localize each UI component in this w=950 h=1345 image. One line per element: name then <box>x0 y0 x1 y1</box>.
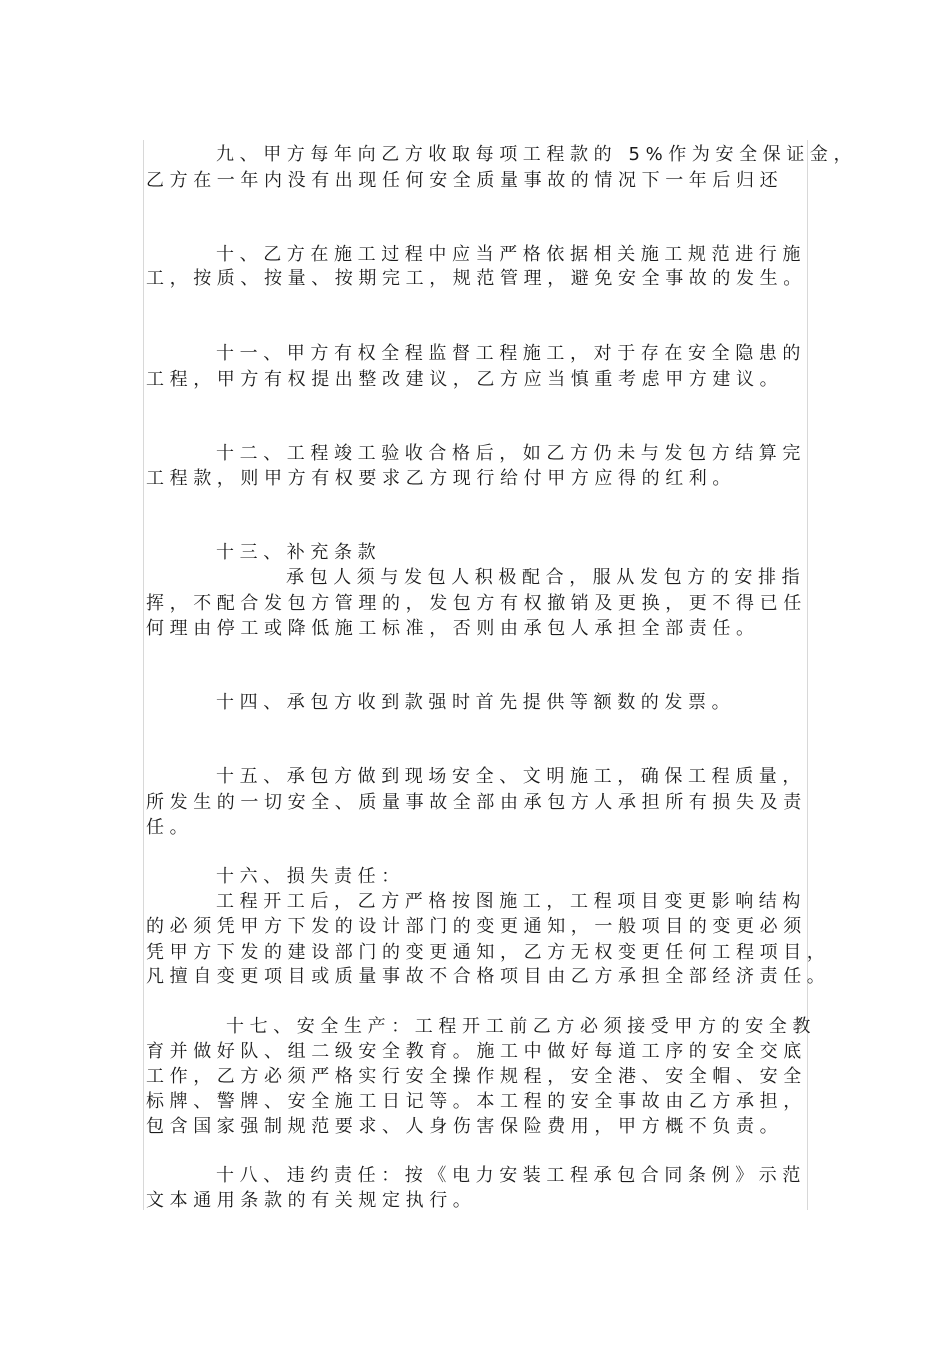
clause-line: 凡擅自变更项目或质量事故不合格项目由乙方承担全部经济责任。 <box>146 966 831 987</box>
clause-line: 文本通用条款的有关规定执行。 <box>146 1190 477 1211</box>
clause-line: 标牌、警牌、安全施工日记等。本工程的安全事故由乙方承担， <box>146 1091 807 1112</box>
clause-line: 十六、损失责任： <box>216 866 405 887</box>
clause-line: 十三、补充条款 <box>216 542 382 563</box>
clause-line: 工作，乙方必须严格实行安全操作规程，安全港、安全帽、安全 <box>146 1066 807 1087</box>
clause-line: 十八、违约责任：按《电力安装工程承包合同条例》示范 <box>216 1165 806 1186</box>
clause-line: 工程，甲方有权提出整改建议，乙方应当慎重考虑甲方建议。 <box>146 369 784 390</box>
clause-line: 凭甲方下发的建设部门的变更通知，乙方无权变更任何工程项目， <box>146 942 831 963</box>
clause-line: 所发生的一切安全、质量事故全部由承包方人承担所有损失及责 <box>146 792 807 813</box>
clause-line: 十一、甲方有权全程监督工程施工，对于存在安全隐患的 <box>216 343 806 364</box>
clause-line: 何理由停工或降低施工标准，否则由承包人承担全部责任。 <box>146 618 760 639</box>
clause-line: 工，按质、按量、按期完工，规范管理，避免安全事故的发生。 <box>146 268 807 289</box>
clause-line: 十五、承包方做到现场安全、文明施工，确保工程质量， <box>216 766 806 787</box>
clause-line: 十二、工程竣工验收合格后，如乙方仍未与发包方结算完 <box>216 443 806 464</box>
clause-line: 工程款，则甲方有权要求乙方现行给付甲方应得的红利。 <box>146 468 736 489</box>
clause-line: 包含国家强制规范要求、人身伤害保险费用，甲方概不负责。 <box>146 1116 784 1137</box>
clause-line: 九、甲方每年向乙方收取每项工程款的 5%作为安全保证金， <box>216 144 858 165</box>
clause-line: 乙方在一年内没有出现任何安全质量事故的情况下一年后归还 <box>146 170 784 191</box>
clause-line: 十四、承包方收到款强时首先提供等额数的发票。 <box>216 692 736 713</box>
clause-line: 工程开工后，乙方严格按图施工，工程项目变更影响结构 <box>216 891 806 912</box>
clause-line: 的必须凭甲方下发的设计部门的变更通知，一般项目的变更必须 <box>146 916 807 937</box>
clause-line: 十、乙方在施工过程中应当严格依据相关施工规范进行施 <box>216 244 806 265</box>
clause-line: 承包人须与发包人积极配合，服从发包方的安排指 <box>286 567 806 588</box>
clause-line: 育并做好队、组二级安全教育。施工中做好每道工序的安全交底 <box>146 1041 807 1062</box>
clause-line: 任。 <box>146 817 194 838</box>
clause-line: 挥，不配合发包方管理的，发包方有权撤销及更换，更不得已任 <box>146 593 807 614</box>
clause-line: 十七、安全生产：工程开工前乙方必须接受甲方的安全教 <box>226 1016 816 1037</box>
